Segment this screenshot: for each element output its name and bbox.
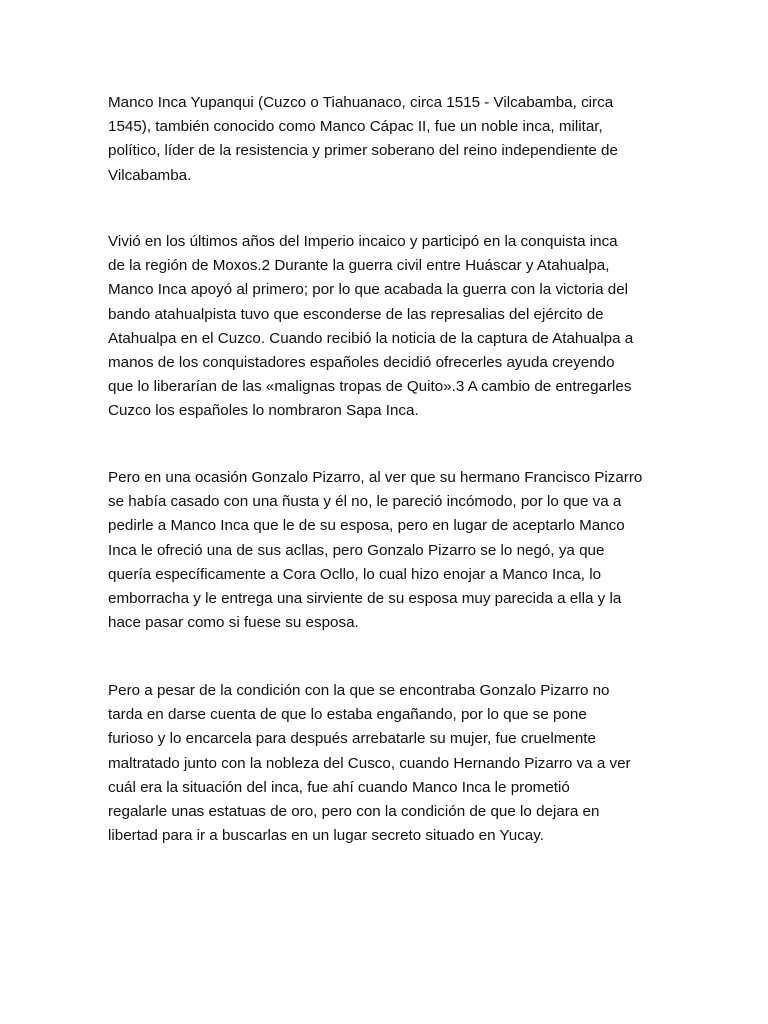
paragraph-3: Pero en una ocasión Gonzalo Pizarro, al ver que su hermano Francisco Pizarro se había casado con una ñusta y él no, le pareció incómodo, por lo que va a pedirle a Manco Inca que le de su esposa, pero en lugar de aceptarlo Manco Inca le ofreció una de sus acllas, pero Gonzalo Pizarro se lo negó, ya que quería específicamente a Cora Ocllo, lo cual hizo enojar a Manco Inca, lo emborracha y le entrega una sirviente de su esposa muy parecida a ella y la hace pasar como si fuese su esposa. — [108, 469, 643, 632]
paragraph-2: Vivió en los últimos años del Imperio incaico y participó en la conquista inca de la región de Moxos.2 Durante la guerra civil entre Huáscar y Atahualpa, Manco Inca apoyó al primero; por lo que acabada la guerra con la victoria del bando atahualpista tuvo que esconderse de las represalias del ejército de Atahualpa en el Cuzco. Cuando recibió la noticia de la captura de Atahualpa a manos de los conquistadores españoles decidió ofrecerles ayuda creyendo que lo liberarían de las «malignas tropas de Quito».3 A cambio de entregarles Cuzco los españoles lo nombraron Sapa Inca. — [108, 233, 634, 420]
paragraph-4: Pero a pesar de la condición con la que se encontraba Gonzalo Pizarro no tarda en darse cuenta de que lo estaba engañando, por lo que se pone furioso y lo encarcela para después arrebatarle su mujer, fue cruelmente maltratado junto con la nobleza del Cusco, cuando Hernando Pizarro va a ver cuál era la situación del inca, fue ahí cuando Manco Inca le prometió regalarle unas estatuas de oro, pero con la condición de que lo dejara en libertad para ir a buscarlas en un lugar secreto situado en Yucay. — [108, 682, 631, 845]
paragraph-1: Manco Inca Yupanqui (Cuzco o Tiahuanaco, circa 1515 - Vilcabamba, circa 1545), también conocido como Manco Cápac II, fue un noble inca, militar, político, líder de la resistencia y primer soberano del reino independiente de Vilcabamba. — [108, 94, 618, 184]
